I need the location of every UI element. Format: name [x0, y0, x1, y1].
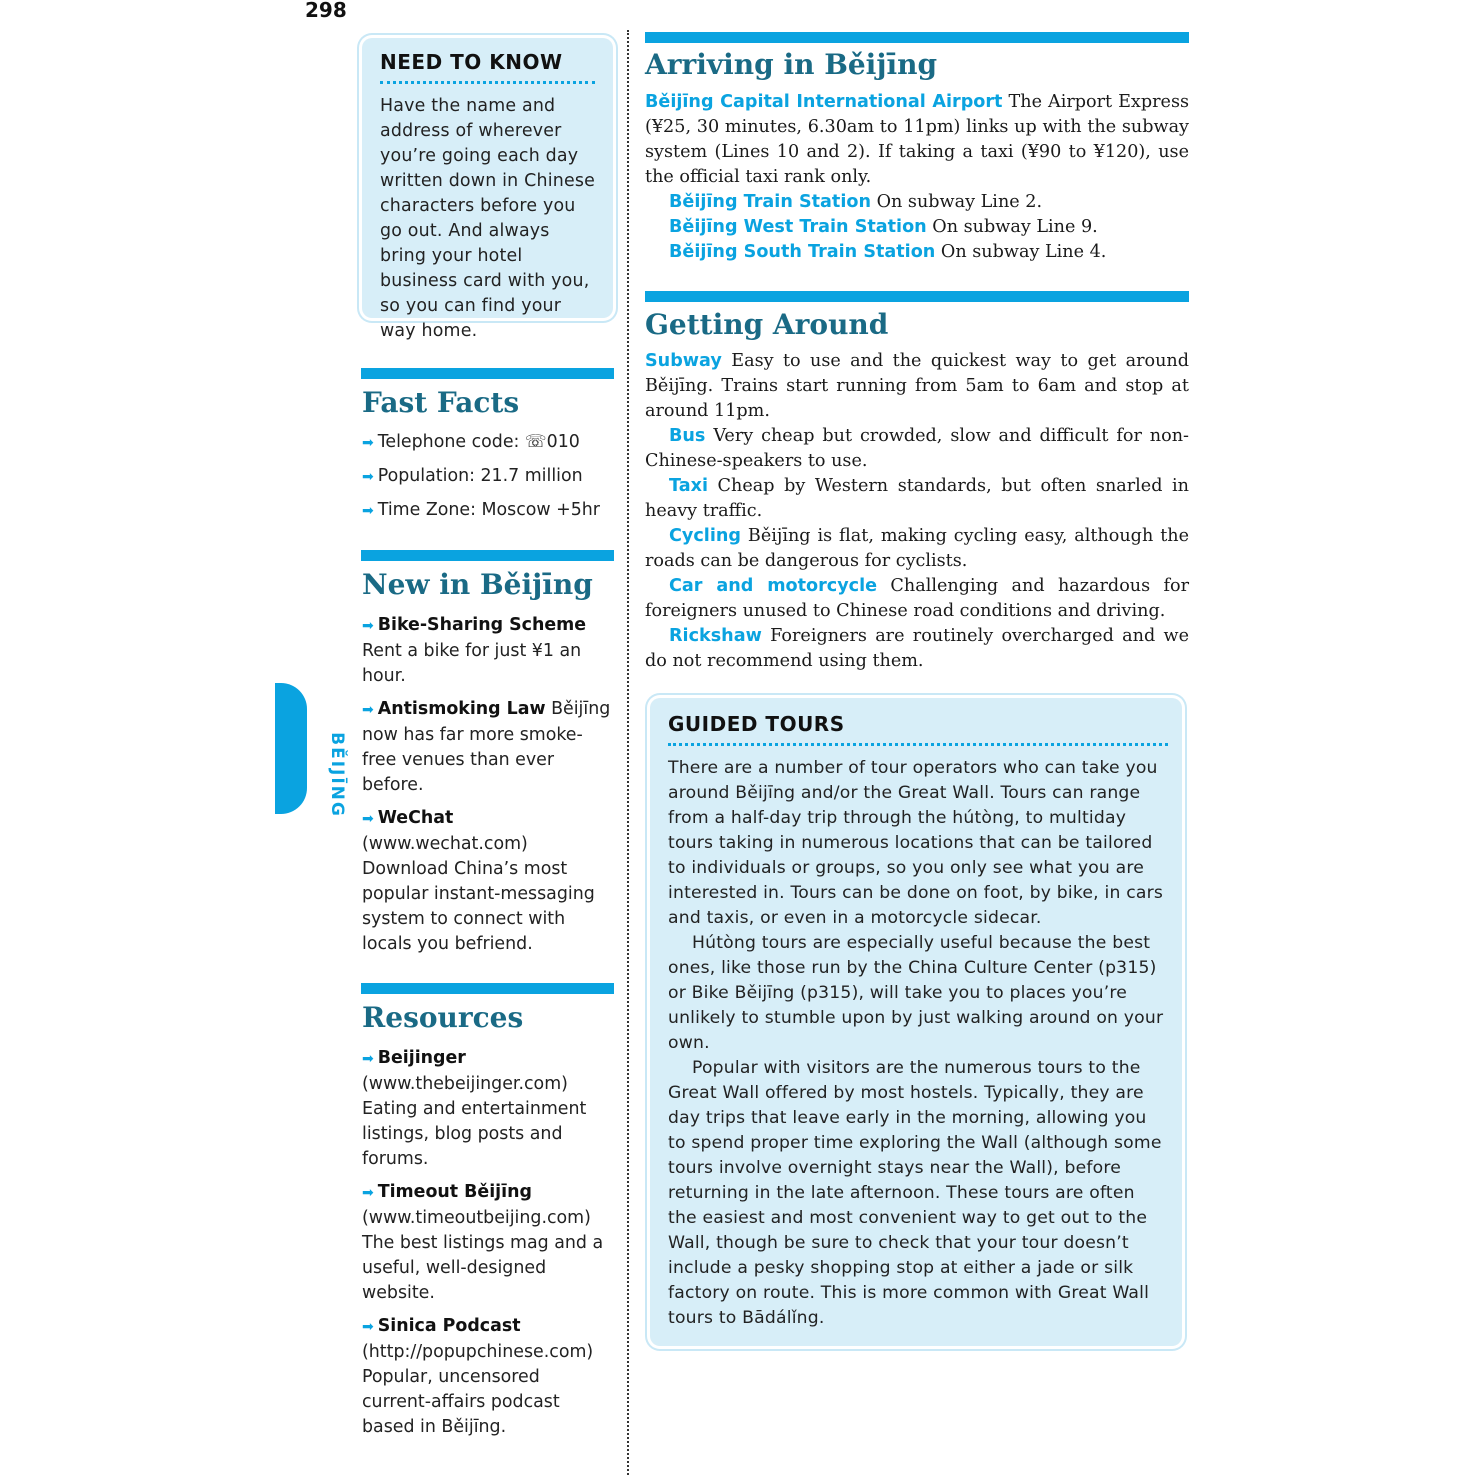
getting-around-entry [645, 574, 1189, 624]
list-item [362, 464, 614, 490]
arriving-entry [645, 215, 1189, 240]
fact-text: Time Zone: Moscow +5hr [377, 500, 600, 520]
arriving-entry [645, 90, 1189, 190]
item-text: (http://popupchinese.com) Popular, uncensored current-affairs podcast based in Běijīng. [362, 1342, 594, 1437]
arriving-entry [645, 190, 1189, 215]
entry-term: Běijīng West Train Station [669, 217, 927, 237]
item-term: Antismoking Law [377, 699, 546, 719]
list-item [362, 806, 612, 957]
entry-term: Bus [669, 426, 706, 446]
entry-text: Challenging and hazardous for foreigners unused to Chinese road conditions and driving. [645, 576, 1189, 621]
fact-text: Population: 21.7 million [377, 466, 583, 486]
arriving-heading: Arriving in Běijīng [645, 48, 938, 81]
arrow-right-icon: ➡ [362, 469, 374, 485]
item-term: Beijinger [377, 1048, 466, 1068]
getting-around-text [645, 349, 1189, 674]
need-to-know-box [362, 38, 613, 341]
arrow-right-icon: ➡ [362, 1319, 374, 1335]
entry-text: Very cheap but crowded, slow and difficult for non-Chinese-speakers to use. [645, 426, 1189, 471]
arriving-text [645, 90, 1189, 265]
entry-text: On subway Line 9. [932, 217, 1098, 237]
item-text: Běijīng now has far more smoke-free venues than ever before. [362, 699, 611, 795]
arrow-right-icon: ➡ [362, 702, 374, 718]
new-in-beijing-bar [361, 550, 614, 561]
arrow-right-icon: ➡ [362, 1051, 374, 1067]
guided-tours-paragraph: Popular with visitors are the numerous tours to the Great Wall offered by most hostels. Typically, they are day trips that leave early in the morning, allowing you to spend proper time exploring the Wall (although some tours involve overnight stays near the Wall), before returning in the late afternoon. These tours are often the easiest and most convenient way to get out to the Wall, though be sure to check that your tour doesn’t include a pesky shopping stop at either a jade or silk factory on route. This is more common with Great Wall tours to Bādálǐng. [668, 1058, 1162, 1328]
arrow-right-icon: ➡ [362, 503, 374, 519]
entry-term: Car and motorcycle [669, 576, 878, 596]
guided-tours-title: GUIDED TOURS [668, 712, 1168, 746]
entry-text: The Airport Express (¥25, 30 minutes, 6.30am to 11pm) links up with the subway system (Lines 10 and 2). If taking a taxi (¥90 to ¥120), use the official taxi rank only. [645, 92, 1189, 187]
side-tab [275, 683, 307, 814]
list-item [362, 1180, 612, 1306]
item-term: Sinica Podcast [377, 1316, 521, 1336]
arrow-right-icon: ➡ [362, 1185, 374, 1201]
fast-facts-bar [361, 368, 614, 379]
list-item [362, 1046, 612, 1172]
guided-tours-paragraph: There are a number of tour operators who can take you around Běijīng and/or the Great Wall. Tours can range from a half-day trip through the hútòng, to multiday tours taking in numerous locations that can be tailored to individuals or groups, so you only see what you are interested in. Tours can be done on foot, by bike, in cars and taxis, or even in a motorcycle sidecar. [668, 758, 1164, 928]
entry-text: On subway Line 4. [940, 242, 1107, 262]
getting-around-entry [645, 624, 1189, 674]
list-item [362, 1314, 612, 1440]
resources-heading: Resources [362, 1001, 524, 1034]
entry-term: Taxi [669, 476, 708, 496]
entry-text: Easy to use and the quickest way to get around Běijīng. Trains start running from 5am to 6am and stop at around 11pm. [645, 351, 1189, 421]
entry-text: Běijīng is flat, making cycling easy, although the roads can be dangerous for cyclists. [645, 526, 1190, 571]
item-text: Rent a bike for just ¥1 an hour. [362, 641, 582, 686]
need-to-know-text [380, 94, 595, 344]
list-item [362, 697, 612, 798]
item-text: (www.timeoutbeijing.com) The best listings mag and a useful, well-designed website. [362, 1208, 604, 1303]
entry-term: Rickshaw [669, 626, 762, 646]
getting-around-entry [645, 349, 1189, 424]
entry-text: On subway Line 2. [876, 192, 1043, 212]
need-to-know-paragraph: Have the name and address of wherever you’re going each day written down in Chinese characters before you go out. And always bring your hotel business card with you, so you can find your way home. [380, 96, 596, 341]
getting-around-bar [645, 291, 1189, 302]
need-to-know-title: NEED TO KNOW [380, 50, 595, 84]
arriving-entry [645, 240, 1189, 265]
guided-tours-box [650, 698, 1182, 1346]
item-term: WeChat [377, 808, 454, 828]
entry-term: Běijīng Train Station [669, 192, 871, 212]
guided-tours-paragraph: Hútòng tours are especially useful because the best ones, like those run by the China Culture Center (p315) or Bike Běijīng (p315), will take you to places you’re unlikely to stumble upon by just walking around on your own. [668, 933, 1164, 1053]
item-text: (www.thebeijinger.com) Eating and entertainment listings, blog posts and forums. [362, 1074, 587, 1169]
guided-tours-text [668, 756, 1168, 1331]
entry-text: Foreigners are routinely overcharged and we do not recommend using them. [645, 626, 1189, 671]
arrow-right-icon: ➡ [362, 435, 374, 451]
fast-facts-heading: Fast Facts [362, 386, 520, 419]
getting-around-entry [645, 524, 1189, 574]
new-in-beijing-heading: New in Běijīng [362, 568, 593, 601]
resources-list [362, 1046, 612, 1448]
item-text: (www.wechat.com) Download China’s most popular instant-messaging system to connect with locals you befriend. [362, 834, 595, 954]
entry-term: Cycling [669, 526, 741, 546]
page-number: 298 [305, 0, 347, 22]
arriving-bar [645, 32, 1189, 43]
new-in-beijing-list [362, 613, 612, 965]
getting-around-entry [645, 424, 1189, 474]
resources-bar [361, 983, 614, 994]
entry-term: Subway [645, 351, 722, 371]
entry-term: Běijīng Capital International Airport [645, 92, 1003, 112]
item-term: Bike-Sharing Scheme [377, 615, 587, 635]
side-tab-label: BĚIJĪNG [327, 732, 347, 818]
list-item [362, 498, 614, 524]
arrow-right-icon: ➡ [362, 811, 374, 827]
arrow-right-icon: ➡ [362, 618, 374, 634]
getting-around-entry [645, 474, 1189, 524]
entry-term: Běijīng South Train Station [669, 242, 936, 262]
fast-facts-list [362, 430, 614, 532]
entry-text: Cheap by Western standards, but often snarled in heavy traffic. [645, 476, 1189, 521]
column-divider [627, 30, 629, 1475]
item-term: Timeout Běijīng [377, 1182, 532, 1202]
list-item [362, 430, 614, 456]
list-item [362, 613, 612, 689]
getting-around-heading: Getting Around [645, 308, 889, 341]
fact-text: Telephone code: ☏010 [377, 432, 580, 452]
